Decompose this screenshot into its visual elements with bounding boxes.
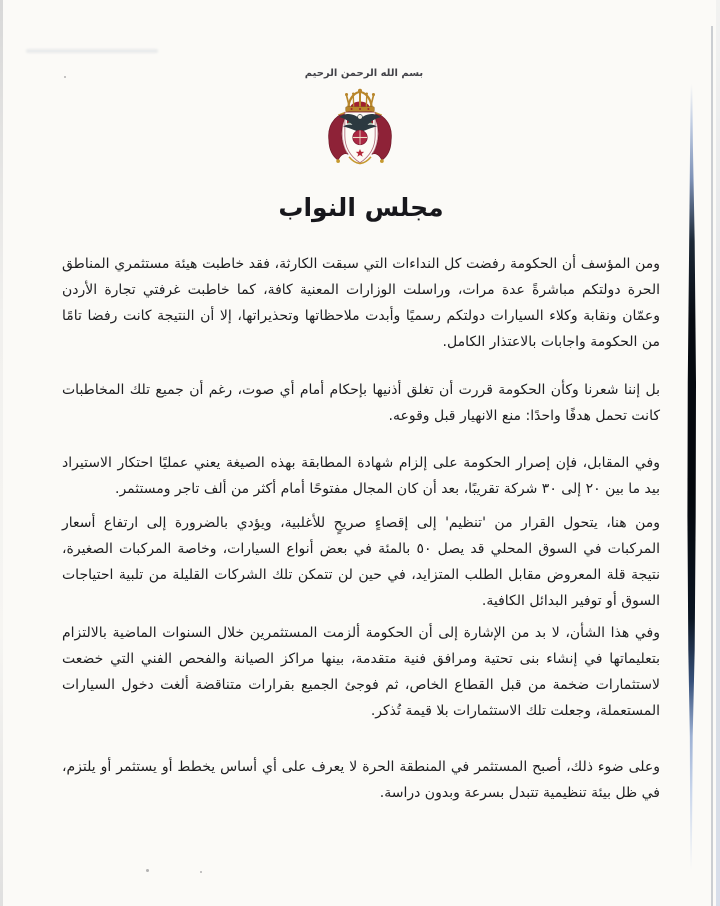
paragraph-3: وفي المقابل، فإن إصرار الحكومة على إلزام شهادة المطابقة بهذه الصيغة يعني عمليًا احتكار الاستيراد بيد ما بين ٢٠ إلى ٣٠ شركة تقريبًا، بعد أن كان المجال مفتوحًا أمام أكثر من ألف تاجر ومستثمر. — [62, 455, 660, 497]
paragraph-1: ومن المؤسف أن الحكومة رفضت كل النداءات التي سبقت الكارثة، فقد خاطبت هيئة مستثمري المناطق الحرة دولتكم مباشرةً عدة مرات، وراسلت الوزارات المعنية كافة، كما خاطبت غرفتي تجارة الأردن وعمّان ونقابة وكلاء السيارات دولتكم رسميًا وأبدت ملاحظاتها وتحذيراتها، إلا أن النتيجة كانت رفضا تامًا من الحكومة واجابات بالاعتذار الكامل. — [62, 256, 660, 350]
scan-smudge — [26, 49, 158, 53]
jordan-coat-of-arms-icon — [301, 87, 419, 188]
council-title-calligraphy: مجلس النواب — [278, 193, 444, 222]
letter-body — [62, 251, 660, 806]
paragraph-5: وفي هذا الشأن، لا بد من الإشارة إلى أن الحكومة ألزمت المستثمرين خلال السنوات الماضية بالالتزام بتعليماتها في إنشاء بنى تحتية ومرافق فنية متقدمة، بينها مراكز الصيانة والفحص الفني التي خضعت لاستثمارات ضخمة من قبل القطاع الخاص، ثم فوجئ الجميع بقرارات متناقضة ألغت دخول السيارات المستعملة، وجعلت تلك الاستثمارات بلا قيمة تُذكر. — [62, 625, 660, 719]
paragraph-2: بل إننا شعرنا وكأن الحكومة قررت أن تغلق أذنيها بإحكام أمام أي صوت، رغم أن جميع تلك المخاطبات كانت تحمل هدفًا واحدًا: منع الانهيار قبل وقوعه. — [62, 382, 660, 424]
scan-speck — [200, 871, 202, 873]
scan-speck — [146, 869, 149, 872]
letterhead — [0, 62, 720, 222]
scan-speck — [64, 76, 66, 78]
paragraph-4: ومن هنا، يتحول القرار من 'تنظيم' إلى إقصاءٍ صريحٍ للأغلبية، ويؤدي بالضرورة إلى ارتفاع أسعار المركبات في السوق المحلي قد يصل ٥٠ بالمئة في بعض أنواع السيارات، وخاصة المركبات الصغيرة، نتيجة قلة المعروض مقابل الطلب المتزايد، في حين لن تتمكن تلك الشركات القليلة من تلبية احتياجات السوق أو توفير البدائل الكافية. — [62, 515, 660, 609]
scan-edge-line-right — [711, 26, 713, 906]
scan-edge-right — [716, 0, 720, 906]
orb-icon — [353, 130, 367, 144]
basmala-calligraphy: بسم الله الرحمن الرحيم — [304, 68, 424, 79]
crown-icon — [345, 89, 375, 112]
scan-edge-left — [0, 0, 3, 906]
paragraph-6: وعلى ضوء ذلك، أصبح المستثمر في المنطقة الحرة لا يعرف على أي أساس يخطط أو يستثمر أو يلتزم، في ظل بيئة تنظيمية تتبدل بسرعة وبدون دراسة. — [62, 759, 660, 801]
